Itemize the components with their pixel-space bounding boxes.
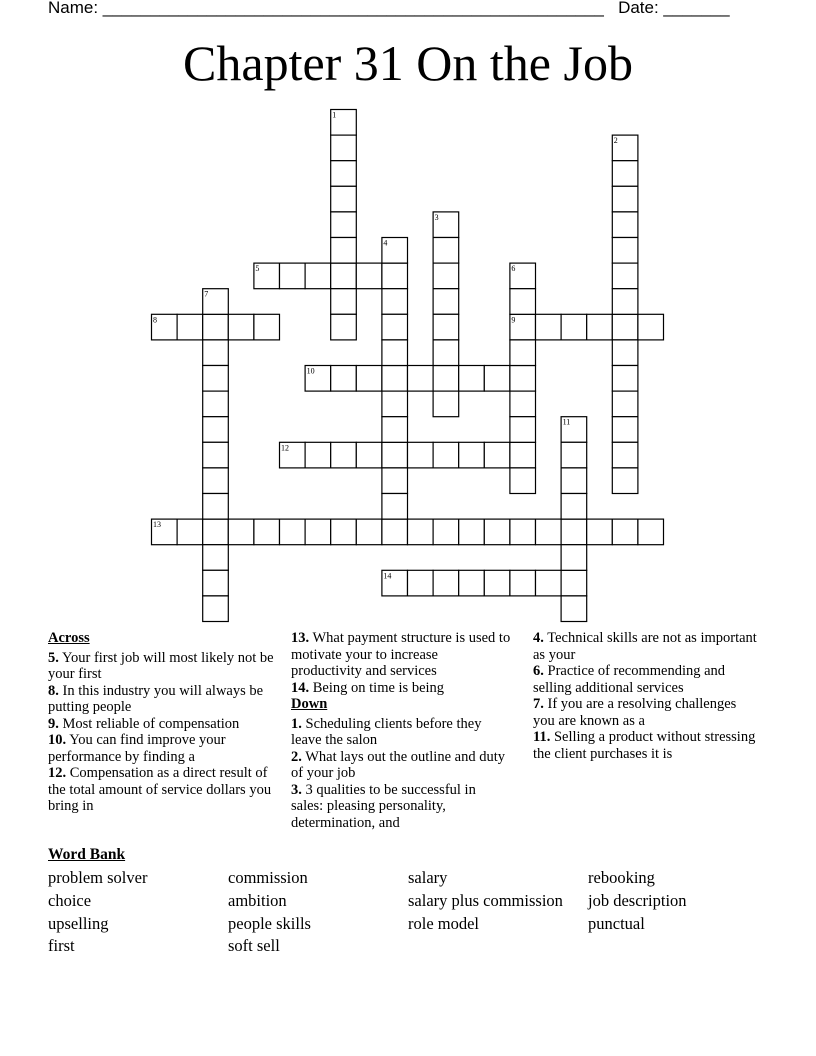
crossword-cell[interactable]: [382, 263, 408, 289]
crossword-cell[interactable]: [408, 570, 434, 596]
name-blank[interactable]: _____________________________________________________: [102, 0, 604, 17]
crossword-cell[interactable]: [638, 519, 664, 545]
clue-number: 12: [281, 443, 289, 453]
crossword-cell[interactable]: [459, 442, 485, 468]
crossword-cell[interactable]: [228, 314, 254, 340]
crossword-cell[interactable]: [356, 519, 382, 545]
crossword-cell[interactable]: [459, 570, 485, 596]
crossword-cell[interactable]: [177, 519, 203, 545]
clue-across-12: 12. Compensation as a direct result of the total amount of service dollars you bring in: [48, 765, 272, 814]
crossword-cell[interactable]: [561, 570, 587, 596]
crossword-cell[interactable]: [510, 519, 536, 545]
crossword-cell[interactable]: [612, 519, 638, 545]
clue-across-5: 5. Your first job will most likely not be your first: [48, 649, 274, 682]
clue-number: 14: [383, 571, 392, 581]
crossword-cell[interactable]: [484, 442, 510, 468]
crossword-cell[interactable]: [305, 263, 331, 289]
down-heading: Down: [291, 696, 328, 712]
crossword-cell[interactable]: [459, 519, 485, 545]
crossword-cell[interactable]: [612, 391, 638, 417]
crossword-cell[interactable]: [382, 314, 408, 340]
word-bank-item: role model: [408, 914, 480, 933]
crossword-cell[interactable]: [484, 366, 510, 392]
crossword-cell[interactable]: [510, 366, 536, 392]
page-title: Chapter 31 On the Job: [183, 35, 633, 91]
clue-down-11: 11. Selling a product without stressing the client purchases it is: [533, 729, 756, 762]
crossword-cell[interactable]: [484, 570, 510, 596]
crossword-cell[interactable]: [382, 289, 408, 315]
crossword-cell[interactable]: [612, 468, 638, 494]
crossword-cell[interactable]: [510, 417, 536, 443]
crossword-cell[interactable]: [433, 340, 459, 366]
crossword-cell[interactable]: [177, 314, 203, 340]
crossword-cell[interactable]: [408, 519, 434, 545]
across-heading: Across: [48, 630, 90, 646]
clue-across-13: 13. What payment structure is used to motivate your to increase productivity and services: [291, 630, 511, 679]
crossword-cell[interactable]: [536, 570, 562, 596]
clue-down-7: 7. If you are a resolving challenges you are known as a: [533, 696, 737, 729]
crossword-cell[interactable]: [536, 519, 562, 545]
clues-column-2: [291, 630, 511, 831]
crossword-cell[interactable]: [331, 135, 357, 161]
word-bank-item: ambition: [228, 891, 287, 910]
crossword-cell[interactable]: [356, 366, 382, 392]
clue-down-4: 4. Technical skills are not as important as your: [533, 630, 757, 663]
crossword-cell[interactable]: [433, 263, 459, 289]
clue-down-1: 1. Scheduling clients before they leave the salon: [291, 715, 482, 748]
crossword-cell[interactable]: [331, 366, 357, 392]
clue-number: 8: [153, 315, 157, 325]
crossword-cell[interactable]: [612, 161, 638, 187]
crossword-cell[interactable]: [612, 263, 638, 289]
crossword-cell[interactable]: [203, 391, 229, 417]
date-blank[interactable]: _______: [663, 0, 730, 17]
crossword-cell[interactable]: [203, 340, 229, 366]
crossword-cell[interactable]: [561, 545, 587, 571]
crossword-cell[interactable]: [382, 519, 408, 545]
word-bank-item: job description: [588, 891, 687, 910]
crossword-cell[interactable]: [203, 417, 229, 443]
clue-number: 4: [383, 238, 388, 248]
crossword-cell[interactable]: [433, 391, 459, 417]
name-label: Name:: [48, 0, 103, 17]
crossword-cell[interactable]: [433, 314, 459, 340]
word-bank-item: upselling: [48, 914, 109, 933]
crossword-cell[interactable]: [356, 442, 382, 468]
clue-number: 11: [562, 417, 571, 427]
clue-number: 9: [511, 315, 516, 325]
crossword-cell[interactable]: [459, 366, 485, 392]
crossword-cell[interactable]: [561, 494, 587, 520]
clue-number: 7: [204, 289, 209, 299]
clue-across-8: 8. In this industry you will always be putting people: [48, 682, 264, 715]
crossword-cell[interactable]: [433, 366, 459, 392]
crossword-cell[interactable]: [203, 596, 229, 622]
crossword-cell[interactable]: [382, 442, 408, 468]
crossword-cell[interactable]: [484, 519, 510, 545]
crossword-cell[interactable]: [612, 212, 638, 238]
crossword-cell[interactable]: [331, 161, 357, 187]
crossword-cell[interactable]: [510, 391, 536, 417]
crossword-cell[interactable]: [331, 263, 357, 289]
crossword-cell[interactable]: [280, 519, 306, 545]
crossword-cell[interactable]: [433, 442, 459, 468]
clues-column-1: [48, 630, 280, 815]
crossword-cell[interactable]: [612, 314, 638, 340]
clue-down-2: 2. What lays out the outline and duty of your job: [291, 748, 505, 781]
crossword-cell[interactable]: [561, 442, 587, 468]
crossword-cell[interactable]: [561, 468, 587, 494]
crossword-cell[interactable]: [203, 468, 229, 494]
word-bank-item: soft sell: [228, 936, 280, 955]
crossword-cell[interactable]: [612, 417, 638, 443]
clue-number: 10: [306, 366, 315, 376]
clue-number: 5: [255, 264, 260, 274]
crossword-cell[interactable]: [331, 238, 357, 264]
crossword-cell[interactable]: [612, 340, 638, 366]
crossword-cell[interactable]: [408, 366, 434, 392]
crossword-cell[interactable]: [433, 289, 459, 315]
clue-across-9: 9. Most reliable of compensation: [48, 715, 240, 732]
clue-number: 1: [332, 110, 337, 120]
crossword-cell[interactable]: [587, 519, 613, 545]
crossword-cell[interactable]: [280, 263, 306, 289]
crossword-cell[interactable]: [203, 366, 229, 392]
crossword-cell[interactable]: [228, 519, 254, 545]
crossword-cell[interactable]: [331, 442, 357, 468]
crossword-cell[interactable]: [305, 519, 331, 545]
crossword-cell[interactable]: [612, 366, 638, 392]
crossword-cell[interactable]: [433, 238, 459, 264]
crossword-cell[interactable]: [382, 366, 408, 392]
crossword-cell[interactable]: [305, 442, 331, 468]
crossword-cell[interactable]: [510, 468, 536, 494]
crossword-cell[interactable]: [433, 519, 459, 545]
crossword-cell[interactable]: [331, 212, 357, 238]
crossword-cell[interactable]: [382, 417, 408, 443]
word-bank-item: people skills: [228, 914, 311, 933]
word-bank-item: rebooking: [588, 868, 655, 887]
crossword-cell[interactable]: [510, 289, 536, 315]
crossword-cell[interactable]: [382, 340, 408, 366]
clue-number: 6: [511, 264, 516, 274]
crossword-cell[interactable]: [510, 442, 536, 468]
crossword-cell[interactable]: [331, 186, 357, 212]
crossword-cell[interactable]: [408, 442, 434, 468]
crossword-cell[interactable]: [331, 289, 357, 315]
crossword-cell[interactable]: [254, 314, 280, 340]
word-bank-item: salary plus commission: [408, 891, 563, 910]
crossword-cell[interactable]: [254, 519, 280, 545]
crossword-cell[interactable]: [331, 519, 357, 545]
crossword-cell[interactable]: [536, 314, 562, 340]
clue-down-6: 6. Practice of recommending and selling additional services: [533, 663, 726, 696]
crossword-cell[interactable]: [203, 519, 229, 545]
word-bank-item: first: [48, 936, 75, 955]
crossword-cell[interactable]: [433, 570, 459, 596]
crossword-cell[interactable]: [561, 519, 587, 545]
crossword-cell[interactable]: [203, 545, 229, 571]
crossword-cell[interactable]: [587, 314, 613, 340]
crossword-cell[interactable]: [331, 314, 357, 340]
date-label: Date:: [618, 0, 664, 17]
word-bank-item: salary: [408, 868, 448, 887]
crossword-cell[interactable]: [203, 570, 229, 596]
clue-number: 13: [153, 520, 161, 530]
crossword-cell[interactable]: [612, 289, 638, 315]
crossword-cell[interactable]: [561, 314, 587, 340]
word-bank-item: choice: [48, 891, 92, 910]
clues-column-3: [533, 630, 759, 762]
word-bank-title: Word Bank: [48, 846, 126, 863]
crossword-cell[interactable]: [382, 494, 408, 520]
word-bank-item: problem solver: [48, 868, 148, 887]
crossword-cell[interactable]: [382, 391, 408, 417]
crossword-cell[interactable]: [203, 314, 229, 340]
crossword-cell[interactable]: [203, 442, 229, 468]
clue-across-14: 14. Being on time is being: [291, 679, 445, 696]
crossword-cell[interactable]: [612, 442, 638, 468]
crossword-cell[interactable]: [612, 238, 638, 264]
crossword-cell[interactable]: [510, 570, 536, 596]
word-bank-item: commission: [228, 868, 308, 887]
word-bank-item: punctual: [588, 914, 645, 933]
crossword-cell[interactable]: [612, 186, 638, 212]
crossword-cell[interactable]: [638, 314, 664, 340]
clue-across-10: 10. You can find improve your performance by finding a: [48, 732, 226, 765]
crossword-cell[interactable]: [561, 596, 587, 622]
clue-down-3: 3. 3 qualities to be successful in sales: pleasing personality, determination, and: [291, 781, 476, 831]
crossword-cell[interactable]: [356, 263, 382, 289]
crossword-cell[interactable]: [510, 340, 536, 366]
clue-number: 2: [613, 136, 618, 146]
clue-number: 3: [434, 212, 439, 222]
crossword-cell[interactable]: [382, 468, 408, 494]
crossword-cell[interactable]: [203, 494, 229, 520]
